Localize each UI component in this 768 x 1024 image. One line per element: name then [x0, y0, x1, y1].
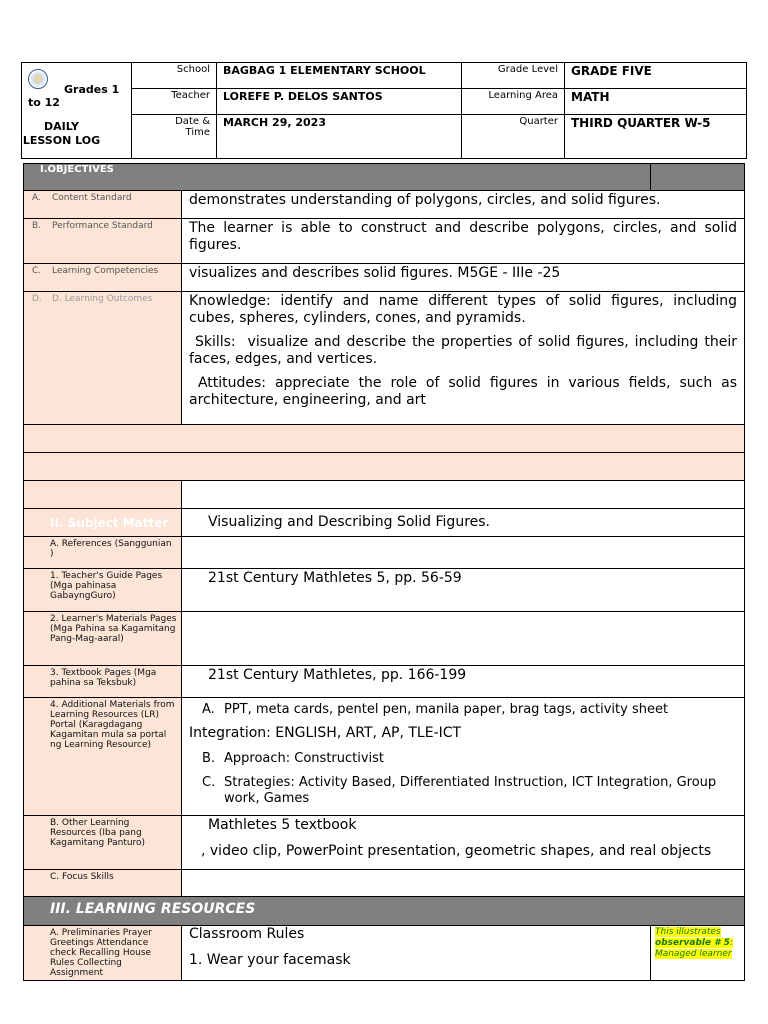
preliminaries-label: A. Preliminaries Prayer Greetings Attendance check Recalling House Rules Collecting Assignment [24, 926, 182, 981]
header-logo-cell [22, 63, 132, 159]
learning-area-value: MATH [565, 89, 747, 115]
textbook-label: 3. Textbook Pages (Mga pahina sa Teksbuk) [24, 666, 182, 698]
classroom-rule-1: 1. Wear your facemask [189, 952, 351, 968]
focus-skills-label: C. Focus Skills [24, 870, 182, 897]
objectives-heading: I.OBJECTIVES [24, 164, 651, 191]
objectives-heading-spacer [651, 164, 745, 191]
outcome-attitudes: Attitudes: appreciate the role of solid figures in various fields, such as architecture, engineering, and art [189, 375, 742, 408]
strategies-item: C. Strategies: Activity Based, Differentiated Instruction, ICT Integration, Group work, Games [202, 775, 717, 806]
classroom-rules-title: Classroom Rules [189, 926, 305, 942]
school-value: BAGBAG 1 ELEMENTARY SCHOOL [217, 63, 462, 89]
integration-text: Integration: ENGLISH, ART, AP, TLE-ICT [189, 725, 462, 741]
references-value [182, 537, 745, 569]
additional-materials-value [182, 698, 745, 816]
references-label: A. References (Sanggunian ) [24, 537, 182, 569]
blank-row-2 [24, 453, 745, 481]
learning-resources-heading: III. LEARNING RESOURCES [24, 897, 745, 926]
blank-value-cell [182, 481, 745, 509]
other-resources-label: B. Other Learning Resources (Iba pang Kagamitang Panturo) [24, 816, 182, 870]
learning-outcomes-label: D. D. Learning Outcomes [24, 292, 182, 425]
subject-matter-heading: II. Subject Matter [24, 509, 182, 537]
grade-level-value: GRADE FIVE [565, 63, 747, 89]
subject-matter-topic: Visualizing and Describing Solid Figures. [182, 509, 745, 537]
other-resources-line2: , video clip, PowerPoint presentation, geometric shapes, and real objects [201, 843, 712, 859]
teachers-guide-value: 21st Century Mathletes 5, pp. 56-59 [182, 569, 745, 612]
header-table [21, 62, 747, 159]
content-standard-label: A. Content Standard [24, 191, 182, 219]
outcome-knowledge: Knowledge: identify and name different types of solid figures, including cubes, spheres, cylinders, cones, and pyramids. [189, 293, 738, 326]
additional-materials-label: 4. Additional Materials from Learning Resources (LR) Portal (Karagdagang Kagamitan mula sa portal ng Learning Resource) [24, 698, 182, 816]
preliminaries-value [182, 926, 651, 981]
content-standard-text: demonstrates understanding of polygons, circles, and solid figures. [182, 191, 745, 219]
textbook-value: 21st Century Mathletes, pp. 166-199 [182, 666, 745, 698]
quarter-value: THIRD QUARTER W-5 [565, 115, 747, 159]
teacher-value: LOREFE P. DELOS SANTOS [217, 89, 462, 115]
approach-item: B. Approach: Constructivist [202, 751, 385, 766]
learners-materials-label: 2. Learner's Materials Pages (Mga Pahina sa Kagamitang Pang-Mag-aaral) [24, 612, 182, 666]
learners-materials-value [182, 612, 745, 666]
blank-label-cell [24, 481, 182, 509]
materials-item: A. PPT, meta cards, pentel pen, manila paper, brag tags, activity sheet [202, 702, 669, 717]
focus-skills-value [182, 870, 745, 897]
quarter-label: Quarter [462, 115, 565, 159]
learning-competencies-label: C. Learning Competencies [24, 264, 182, 292]
date-label: Date & Time [132, 115, 217, 159]
blank-row-1 [24, 425, 745, 453]
learning-competencies-text: visualizes and describes solid figures. M5GE - IIIe -25 [182, 264, 745, 292]
outcome-skills: Skills: visualize and describe the properties of solid figures, including their faces, edges, and vertices. [189, 334, 742, 367]
grade-level-label: Grade Level [462, 63, 565, 89]
other-resources-value [182, 816, 745, 870]
learning-outcomes-text [182, 292, 745, 425]
date-value: MARCH 29, 2023 [217, 115, 462, 159]
teachers-guide-label: 1. Teacher's Guide Pages (Mga pahinasa GabayngGuro) [24, 569, 182, 612]
school-label: School [132, 63, 217, 89]
other-resources-line1: Mathletes 5 textbook [208, 817, 357, 833]
learning-area-label: Learning Area [462, 89, 565, 115]
lesson-log-table [23, 163, 745, 981]
performance-standard-text: The learner is able to construct and describe polygons, circles, and solid figures. [182, 219, 745, 264]
document-type: DAILY LESSON LOG [22, 120, 101, 147]
observable-note: This illustrates observable # 5: Managed learner [651, 926, 745, 981]
grades-label: Grades 1 to 12 [28, 83, 120, 109]
teacher-label: Teacher [132, 89, 217, 115]
performance-standard-label: B. Performance Standard [24, 219, 182, 264]
